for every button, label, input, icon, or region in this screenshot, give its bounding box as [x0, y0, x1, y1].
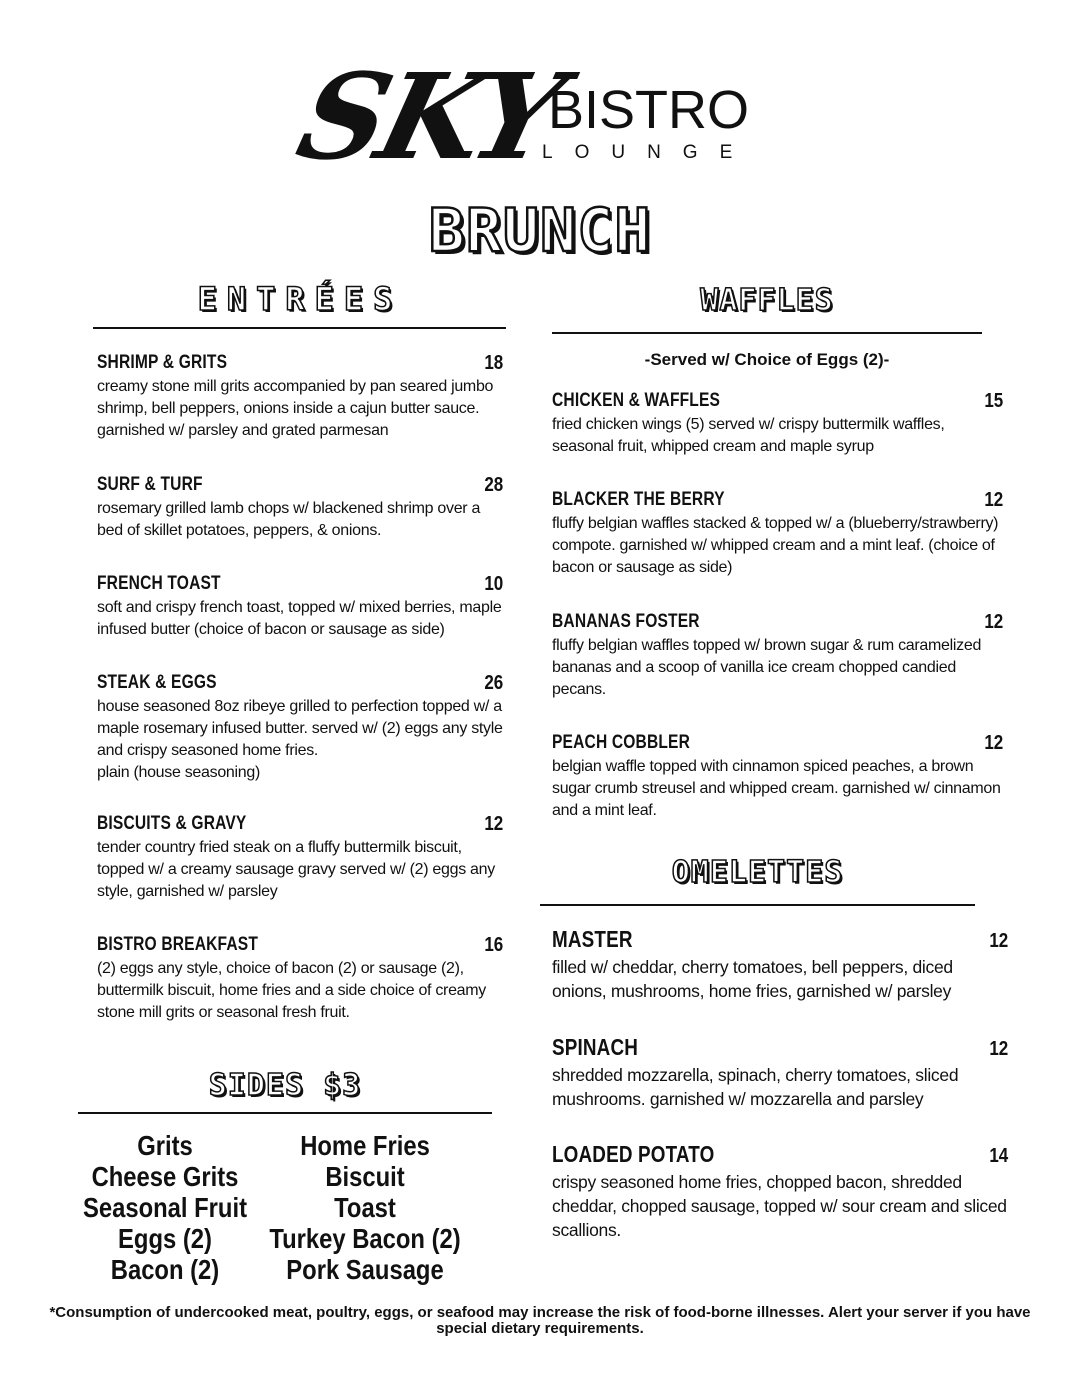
food-safety-disclaimer: *Consumption of undercooked meat, poultry, eggs, or seafood may increase the risk of food-borne illnesses. Alert your server if you have special dietary requirements. — [49, 1304, 1031, 1337]
item-name: LOADED POTATO — [552, 1141, 715, 1167]
item-price: 16 — [484, 934, 503, 956]
item-price: 28 — [484, 474, 503, 496]
menu-item — [552, 489, 1003, 579]
item-description: filled w/ cheddar, cherry tomatoes, bell peppers, diced onions, mushrooms, home fries, garnished w/ parsley — [552, 957, 953, 1001]
side-item: Turkey Bacon (2) — [269, 1223, 461, 1254]
sky-bistro-logo — [285, 40, 760, 187]
menu-item — [552, 1034, 1008, 1111]
menu-item — [97, 813, 503, 903]
menu-item — [97, 672, 503, 784]
entrees-divider — [93, 327, 506, 329]
menu-item — [552, 611, 1003, 701]
item-name: FRENCH TOAST — [97, 573, 221, 594]
item-description: rosemary grilled lamb chops w/ blackened shrimp over a bed of skillet potatoes, peppers, & onions. — [97, 500, 481, 539]
side-item: Cheese Grits — [91, 1161, 239, 1192]
logo-sub-text: LOUNGE — [542, 142, 755, 163]
item-name: BISCUITS & GRAVY — [97, 813, 247, 834]
logo-name-text: BISTRO — [548, 80, 750, 140]
side-item: Eggs (2) — [118, 1223, 212, 1254]
item-description: crispy seasoned home fries, chopped bacon, shredded cheddar, chopped sausage, topped w/ sour cream and sliced scallions. — [552, 1172, 1007, 1240]
item-name: SHRIMP & GRITS — [97, 352, 228, 373]
menu-item — [97, 934, 503, 1024]
menu-item — [97, 573, 503, 641]
item-description: creamy stone mill grits accompanied by pan seared jumbo shrimp, bell peppers, onions inside a cajun butter sauce. garnished w/ parsley and grated parmesan — [97, 378, 494, 439]
item-description: fluffy belgian waffles topped w/ brown sugar & rum caramelized bananas and a scoop of vanilla ice cream chopped candied pecans. — [552, 637, 982, 698]
item-price: 12 — [484, 813, 503, 835]
menu-item — [552, 926, 1008, 1003]
item-price: 12 — [989, 930, 1008, 952]
item-description: soft and crispy french toast, topped w/ mixed berries, maple infused butter (choice of bacon or sausage as side) — [97, 599, 502, 638]
waffles-served-note: -Served w/ Choice of Eggs (2)- — [644, 350, 890, 369]
sides-list-left — [60, 1130, 270, 1285]
item-name: SPINACH — [552, 1034, 639, 1060]
omelettes-divider — [540, 904, 975, 906]
item-name: BLACKER THE BERRY — [552, 489, 725, 510]
item-price: 12 — [984, 732, 1003, 754]
sides-heading: SIDES $3 — [208, 1068, 362, 1103]
side-item: Home Fries — [300, 1130, 430, 1161]
sides-divider — [78, 1112, 492, 1114]
menu-item — [552, 1141, 1008, 1242]
sides-list-right — [250, 1130, 480, 1285]
item-description: fried chicken wings (5) served w/ crispy buttermilk waffles, seasonal fruit, whipped cream and maple syrup — [552, 416, 945, 455]
item-name: PEACH COBBLER — [552, 732, 691, 753]
item-name: MASTER — [552, 926, 633, 952]
menu-item — [552, 390, 1003, 458]
entrees-heading: ENTRÉES — [197, 280, 403, 318]
item-price: 15 — [984, 390, 1003, 412]
omelettes-heading: OMELETTES — [671, 855, 844, 890]
item-price: 14 — [989, 1145, 1008, 1167]
menu-item — [97, 352, 503, 442]
side-item: Bacon (2) — [110, 1254, 220, 1285]
item-price: 26 — [484, 672, 503, 694]
item-name: STEAK & EGGS — [97, 672, 217, 693]
item-description: fluffy belgian waffles stacked & topped w/ a (blueberry/strawberry) compote. garnished w/ whipped cream and a mint leaf. (choice of bacon or sausage as side) — [552, 515, 999, 576]
item-description: belgian waffle topped with cinnamon spiced peaches, a brown sugar crumb streusel and whipped cream. garnished w/ cinnamon and a mint leaf. — [552, 758, 1001, 819]
side-item: Toast — [334, 1192, 396, 1223]
item-description: tender country fried steak on a fluffy buttermilk biscuit, topped w/ a creamy sausage gravy served w/ (2) eggs any style, garnished w/ parsley — [97, 839, 495, 900]
item-price: 12 — [984, 611, 1003, 633]
item-name: BANANAS FOSTER — [552, 611, 700, 632]
item-name: BISTRO BREAKFAST — [97, 934, 259, 955]
logo-script-text: SKY — [285, 48, 571, 187]
waffles-divider — [552, 332, 982, 334]
menu-item — [97, 474, 503, 542]
item-price: 18 — [484, 352, 503, 374]
item-description: shredded mozzarella, spinach, cherry tomatoes, sliced mushrooms. garnished w/ mozzarella and parsley — [552, 1065, 959, 1109]
item-description: house seasoned 8oz ribeye grilled to perfection topped w/ a maple rosemary infused butter. served w/ (2) eggs any style and crispy seasoned home fries. — [97, 698, 503, 759]
waffles-heading: WAFFLES — [700, 283, 834, 318]
item-price: 12 — [984, 489, 1003, 511]
item-name: CHICKEN & WAFFLES — [552, 390, 721, 411]
item-price: 12 — [989, 1038, 1008, 1060]
side-item: Biscuit — [325, 1161, 405, 1192]
side-item: Seasonal Fruit — [83, 1192, 247, 1223]
item-price: 10 — [484, 573, 503, 595]
side-item: Grits — [137, 1130, 193, 1161]
menu-item — [552, 732, 1003, 822]
side-item: Pork Sausage — [286, 1254, 444, 1285]
item-description: (2) eggs any style, choice of bacon (2) or sausage (2), buttermilk biscuit, home fries and a side choice of creamy stone mill grits or seasonal fresh fruit. — [97, 960, 486, 1021]
item-name: SURF & TURF — [97, 474, 203, 495]
page-title: BRUNCH — [428, 196, 652, 266]
item-description-note: plain (house seasoning) — [97, 764, 260, 781]
